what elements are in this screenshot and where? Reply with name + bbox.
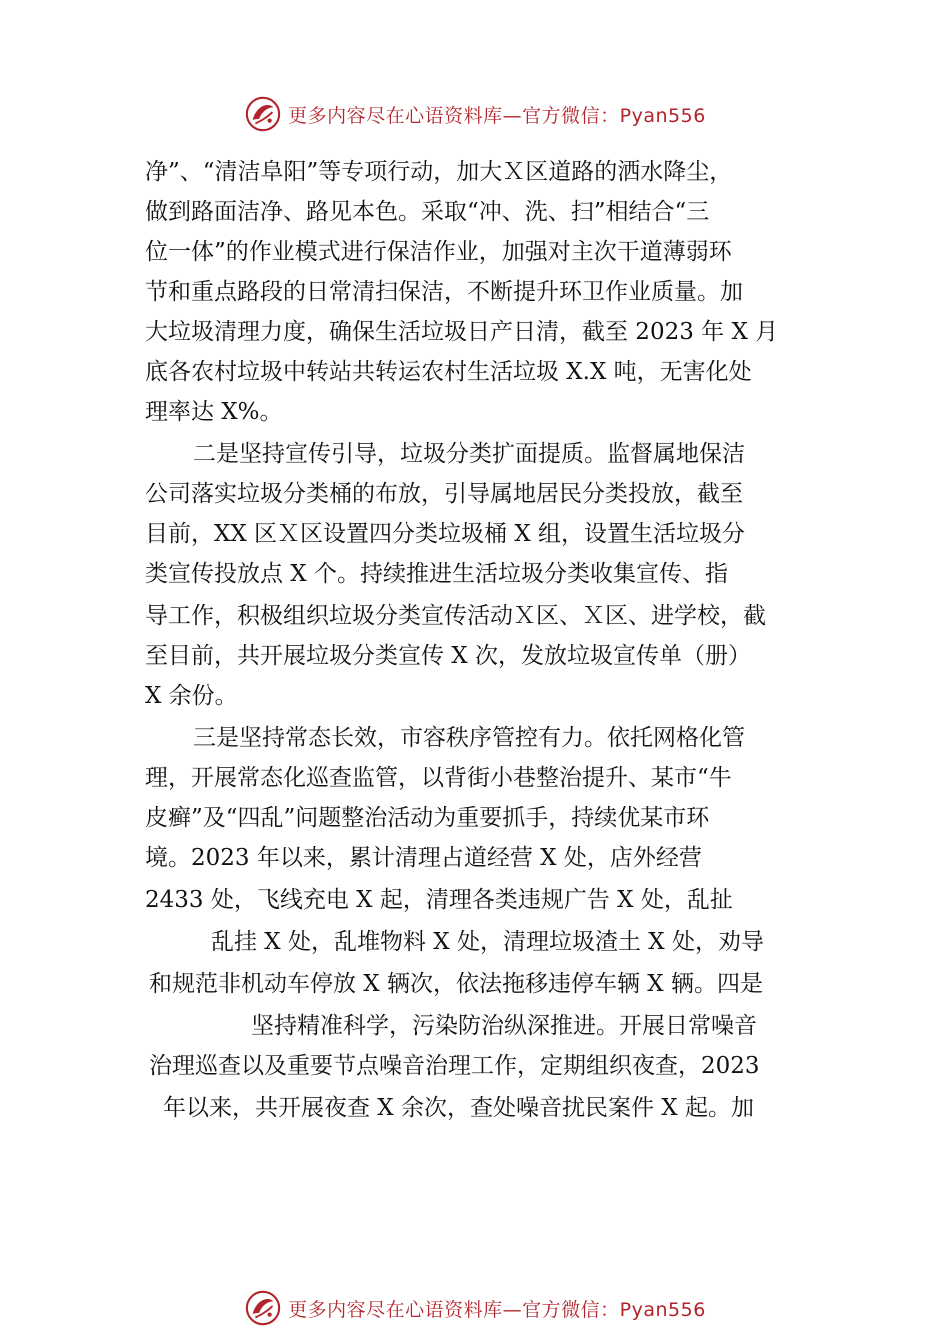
body-line: 乱挂 X 处，乱堆物料 X 处，清理垃圾渣土 X 处，劝导 xyxy=(211,929,764,955)
body-line: 理，开展常态化巡查监管，以背街小巷整治提升、某市“牛 xyxy=(145,765,732,791)
body-line: 目前，XX 区Ｘ区设置四分类垃圾桶 X 组，设置生活垃圾分 xyxy=(145,521,746,547)
body-line: 做到路面洁净、路见本色。采取“冲、洗、扫”相结合“三 xyxy=(145,199,710,225)
body-line: X 余份。 xyxy=(145,683,238,709)
body-line: 理率达 X%。 xyxy=(145,399,283,425)
body-line: 年以来，共开展夜查 X 余次，查处噪音扰民案件 X 起。加 xyxy=(163,1095,754,1121)
body-line: 位一体”的作业模式进行保洁作业，加强对主次干道薄弱环 xyxy=(145,239,732,265)
header-banner-text: 更多内容尽在心语资料库—官方微信：Pyan556 xyxy=(288,104,706,127)
body-line: 坚持精准科学，污染防治纵深推进。开展日常噪音 xyxy=(251,1013,757,1039)
body-line: 至目前，共开展垃圾分类宣传 X 次，发放垃圾宣传单（册） xyxy=(145,643,751,669)
body-line: 导工作，积极组织垃圾分类宣传活动Ｘ区、Ｘ区、进学校，截 xyxy=(145,603,766,629)
quill-logo-icon xyxy=(244,1289,282,1327)
paragraph-start-line: 三是坚持常态长效，市容秩序管控有力。依托网格化管 xyxy=(193,725,745,751)
body-line: 净”、“清洁阜阳”等专项行动，加大Ｘ区道路的洒水降尘， xyxy=(145,159,733,185)
quill-logo-icon xyxy=(244,95,282,133)
footer-watermark-banner xyxy=(0,1288,950,1328)
body-line: 2433 处，飞线充电 X 起，清理各类违规广告 X 处，乱扯 xyxy=(145,887,733,913)
header-watermark-banner xyxy=(0,94,950,134)
body-line: 公司落实垃圾分类桶的布放，引导属地居民分类投放，截至 xyxy=(145,481,743,507)
body-line: 和规范非机动车停放 X 辆次，依法拖移违停车辆 X 辆。四是 xyxy=(149,971,763,997)
paragraph-start-line: 二是坚持宣传引导，垃圾分类扩面提质。监督属地保洁 xyxy=(193,441,745,467)
body-line: 治理巡查以及重要节点噪音治理工作，定期组织夜查，2023 xyxy=(149,1053,760,1079)
body-line: 皮癣”及“四乱”问题整治活动为重要抓手，持续优某市环 xyxy=(145,805,710,831)
body-line: 类宣传投放点 X 个。持续推进生活垃圾分类收集宣传、指 xyxy=(145,561,728,587)
body-line: 境。2023 年以来，累计清理占道经营 X 处，店外经营 xyxy=(145,845,702,871)
body-line: 节和重点路段的日常清扫保洁，不断提升环卫作业质量。加 xyxy=(145,279,743,305)
body-line: 底各农村垃圾中转站共转运农村生活垃圾 X.X 吨，无害化处 xyxy=(145,359,752,385)
body-line: 大垃圾清理力度，确保生活垃圾日产日清，截至 2023 年 X 月 xyxy=(145,319,779,345)
footer-banner-text: 更多内容尽在心语资料库—官方微信：Pyan556 xyxy=(288,1298,706,1321)
